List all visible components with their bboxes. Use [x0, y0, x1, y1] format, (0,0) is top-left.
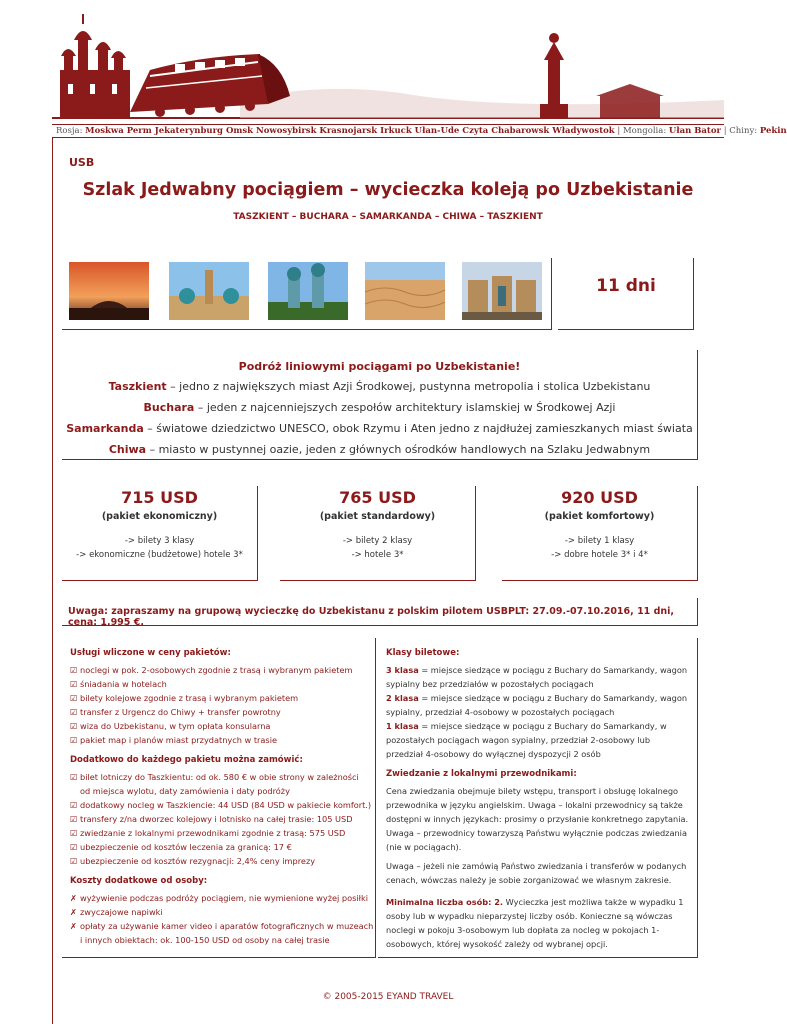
list-item: ☑ transfer z Urgencz do Chiwy + transfer powrotny — [70, 707, 281, 717]
package-item: -> bilety 2 klasy — [342, 536, 413, 546]
checkbox-icon: ☑ — [70, 707, 78, 717]
route-mongolia-label: | Mongolia: — [617, 126, 667, 136]
list-item: ✗ zwyczajowe napiwki — [70, 907, 163, 917]
photo-bukhara — [169, 262, 249, 320]
photo-khiva — [268, 262, 348, 320]
cathedral-icon — [60, 14, 130, 118]
checkbox-icon: ☑ — [70, 772, 78, 782]
list-item: ☑ dodatkowy nocleg w Taszkiencie: 44 USD (84 USD w pakiecie komfort.) — [70, 800, 372, 810]
route-bar — [52, 124, 787, 138]
cross-icon: ✗ — [70, 907, 77, 917]
intro-line-tashkent — [62, 379, 697, 394]
package-price: 715 USD — [121, 488, 198, 507]
route-china-label: | Chiny: — [723, 126, 758, 136]
photo-desert — [365, 262, 445, 320]
package-comfort — [502, 486, 698, 581]
intro-line-samarkand — [62, 421, 697, 436]
info-column — [378, 638, 698, 958]
list-item: ☑ śniadania w hotelach — [70, 679, 167, 689]
list-item: ☑ ubezpieczenie od kosztów leczenia za granicą: 17 € — [70, 842, 292, 852]
footer-copyright: © 2005-2015 EYAND TRAVEL — [322, 992, 454, 1002]
route-china-cities: Pekin — [759, 126, 787, 136]
list-item: ☑ bilet lotniczy do Taszkientu: od ok. 580 € w obie strony w zależności — [70, 772, 359, 782]
city-name: Samarkanda — [66, 422, 144, 435]
checkbox-icon: ☑ — [70, 735, 78, 745]
route-russia-cities: Moskwa Perm Jekaterynburg Omsk Nowosybirsk Krasnojarsk Irkuck Ułan-Ude Czyta Chabarowsk Władywostok — [85, 126, 615, 136]
list-item: ✗ wyżywienie podczas podróży pociągiem, nie wymienione wyżej posiłki — [70, 893, 368, 903]
list-item: ☑ pakiet map i planów miast przydatnych w trasie — [70, 735, 278, 745]
trip-route: TASZKIENT – BUCHARA – SAMARKANDA – CHIWA – TASZKIENT — [233, 212, 543, 222]
intro-line-bukhara — [62, 400, 697, 415]
list-item: i innych obiektach: ok. 100-150 USD od osoby na całej trasie — [80, 935, 330, 945]
train-and-landmarks-illustration — [0, 0, 724, 124]
city-description: – jedno z największych miast Azji Środkowej, pustynna metropolia i stolica Uzbekistanu — [166, 380, 651, 393]
list-item: ☑ transfery z/na dworzec kolejowy i lotnisko na całej trasie: 105 USD — [70, 814, 353, 824]
list-item: ☑ zwiedzanie z lokalnymi przewodnikami zgodnie z trasą: 575 USD — [70, 828, 346, 838]
class-1-description: 1 klasa = miejsce siedzące w pociągu z Buchary do Samarkandy, w pozostałych pociągach wagon sypialny, przedział 2-osobowy lub przedział 4-osobowy do wyłącznej dyspozycji 2 osób — [386, 721, 667, 759]
list-item: ☑ bilety kolejowe zgodnie z trasą i wybranym pakietem — [70, 693, 299, 703]
package-economy — [62, 486, 258, 581]
checkbox-icon: ☑ — [70, 679, 78, 689]
list-item: ☑ noclegi w pok. 2-osobowych zgodnie z trasą i wybranym pakietem — [70, 665, 353, 675]
city-name: Taszkient — [108, 380, 167, 393]
header-banner — [0, 0, 724, 140]
package-standard — [280, 486, 476, 581]
checkbox-icon: ☑ — [70, 828, 78, 838]
trip-code: USB — [69, 156, 95, 169]
checkbox-icon: ☑ — [70, 800, 78, 810]
tower-icon — [540, 33, 568, 118]
guides-title: Zwiedzanie z lokalnymi przewodnikami: — [386, 769, 577, 779]
left-border-line — [52, 138, 53, 1024]
package-item: -> dobre hotele 3* i 4* — [551, 550, 648, 560]
photo-samarkand — [462, 262, 542, 320]
package-name: (pakiet komfortowy) — [544, 511, 655, 522]
extra-title: Dodatkowo do każdego pakietu można zamówić: — [70, 755, 303, 765]
package-item: -> bilety 1 klasy — [564, 536, 635, 546]
list-item: ☑ ubezpieczenie od kosztów rezygnacji: 2,4% ceny imprezy — [70, 856, 316, 866]
cross-icon: ✗ — [70, 921, 77, 931]
checkbox-icon: ☑ — [70, 814, 78, 824]
classes-title: Klasy biletowe: — [386, 648, 460, 658]
cross-icon: ✗ — [70, 893, 77, 903]
route-russia-label: Rosja: — [56, 126, 83, 136]
photo-tashkent — [69, 262, 149, 320]
package-price: 765 USD — [339, 488, 416, 507]
package-item: -> hotele 3* — [351, 550, 404, 560]
checkbox-icon: ☑ — [70, 693, 78, 703]
checkbox-icon: ☑ — [70, 721, 78, 731]
package-item: -> bilety 3 klasy — [124, 536, 195, 546]
checkbox-icon: ☑ — [70, 856, 78, 866]
checkbox-icon: ☑ — [70, 665, 78, 675]
list-item: od miejsca wylotu, daty zamówienia i daty podróży — [80, 786, 290, 796]
checkbox-icon: ☑ — [70, 842, 78, 852]
included-title: Usługi wliczone w ceny pakietów: — [70, 648, 231, 658]
duration-box — [558, 258, 694, 330]
intro-heading: Podróż liniowymi pociągami po Uzbekistanie! — [238, 360, 521, 373]
guides-paragraph: Cena zwiedzania obejmuje bilety wstępu, transport i obsługę lokalnego przewodnika w języku angielskim. Uwaga – lokalni przewodnicy są także dostępni w innych językach: prosimy o przysłanie konkretnego zapytania. Uwaga – przewodnicy towarzyszą Państwu wyłącznie podczas zwiedzania (nie w pociągach). — [386, 786, 689, 852]
city-description: – miasto w pustynnej oazie, jeden z głównych ośrodków handlowych na Szlaku Jedwabnym — [146, 443, 651, 456]
list-item: ✗ opłaty za używanie kamer video i aparatów fotograficznych w muzeach — [70, 921, 374, 931]
class-2-description: 2 klasa = miejsce siedzące w pociągu z Buchary do Samarkandy, wagon sypialny, przedział 4-osobowy w pozostałych pociągach — [386, 693, 688, 717]
group-tour-notice: Uwaga: zapraszamy na grupową wycieczkę do Uzbekistanu z polskim pilotem USBPLT: 27.09.-07.10.2016, 11 dni, cena: 1.995 €. — [62, 598, 698, 626]
city-description: – jeden z najcenniejszych zespołów architektury islamskiej w Środkowej Azji — [194, 401, 616, 414]
services-column — [62, 638, 376, 958]
building-icon — [596, 84, 664, 118]
package-item: -> ekonomiczne (budżetowe) hotele 3* — [76, 550, 243, 560]
page-title: Szlak Jedwabny pociągiem – wycieczka koleją po Uzbekistanie — [82, 180, 694, 200]
package-price: 920 USD — [561, 488, 638, 507]
intro-line-khiva — [62, 442, 697, 457]
costs-title: Koszty dodatkowe od osoby: — [70, 876, 208, 886]
city-name: Buchara — [143, 401, 195, 414]
class-3-description: 3 klasa = miejsce siedzące w pociągu z Buchary do Samarkandy, wagon sypialny bez przedziałów w pozostałych pociągach — [386, 665, 688, 689]
trip-duration: 11 dni — [596, 276, 656, 296]
min-persons-note: Minimalna liczba osób: 2. Wycieczka jest możliwa także w wypadku 1 osoby lub w wypadku nieparzystej liczby osób. Konieczne są wówczas noclegi w pokoju 3-osobowym lub dopłata za nocleg w pokojach 1-osobowych, której wysokość zależy od wybranej opcji. — [386, 897, 684, 949]
city-description: – światowe dziedzictwo UNESCO, obok Rzymu i Aten jedno z najdłużej zamieszkanych miast świata — [143, 422, 693, 435]
route-mongolia-cities: Ułan Bator — [668, 126, 722, 136]
package-name: (pakiet standardowy) — [319, 511, 436, 522]
guides-note: Uwaga – jeżeli nie zamówią Państwo zwiedzania i transferów w podanych cenach, wówczas należy je sobie zorganizować we własnym zakresie. — [386, 861, 687, 885]
list-item: ☑ wiza do Uzbekistanu, w tym opłata konsularna — [70, 721, 271, 731]
city-name: Chiwa — [108, 443, 147, 456]
package-name: (pakiet ekonomiczny) — [101, 511, 218, 522]
intro-section — [62, 350, 698, 460]
